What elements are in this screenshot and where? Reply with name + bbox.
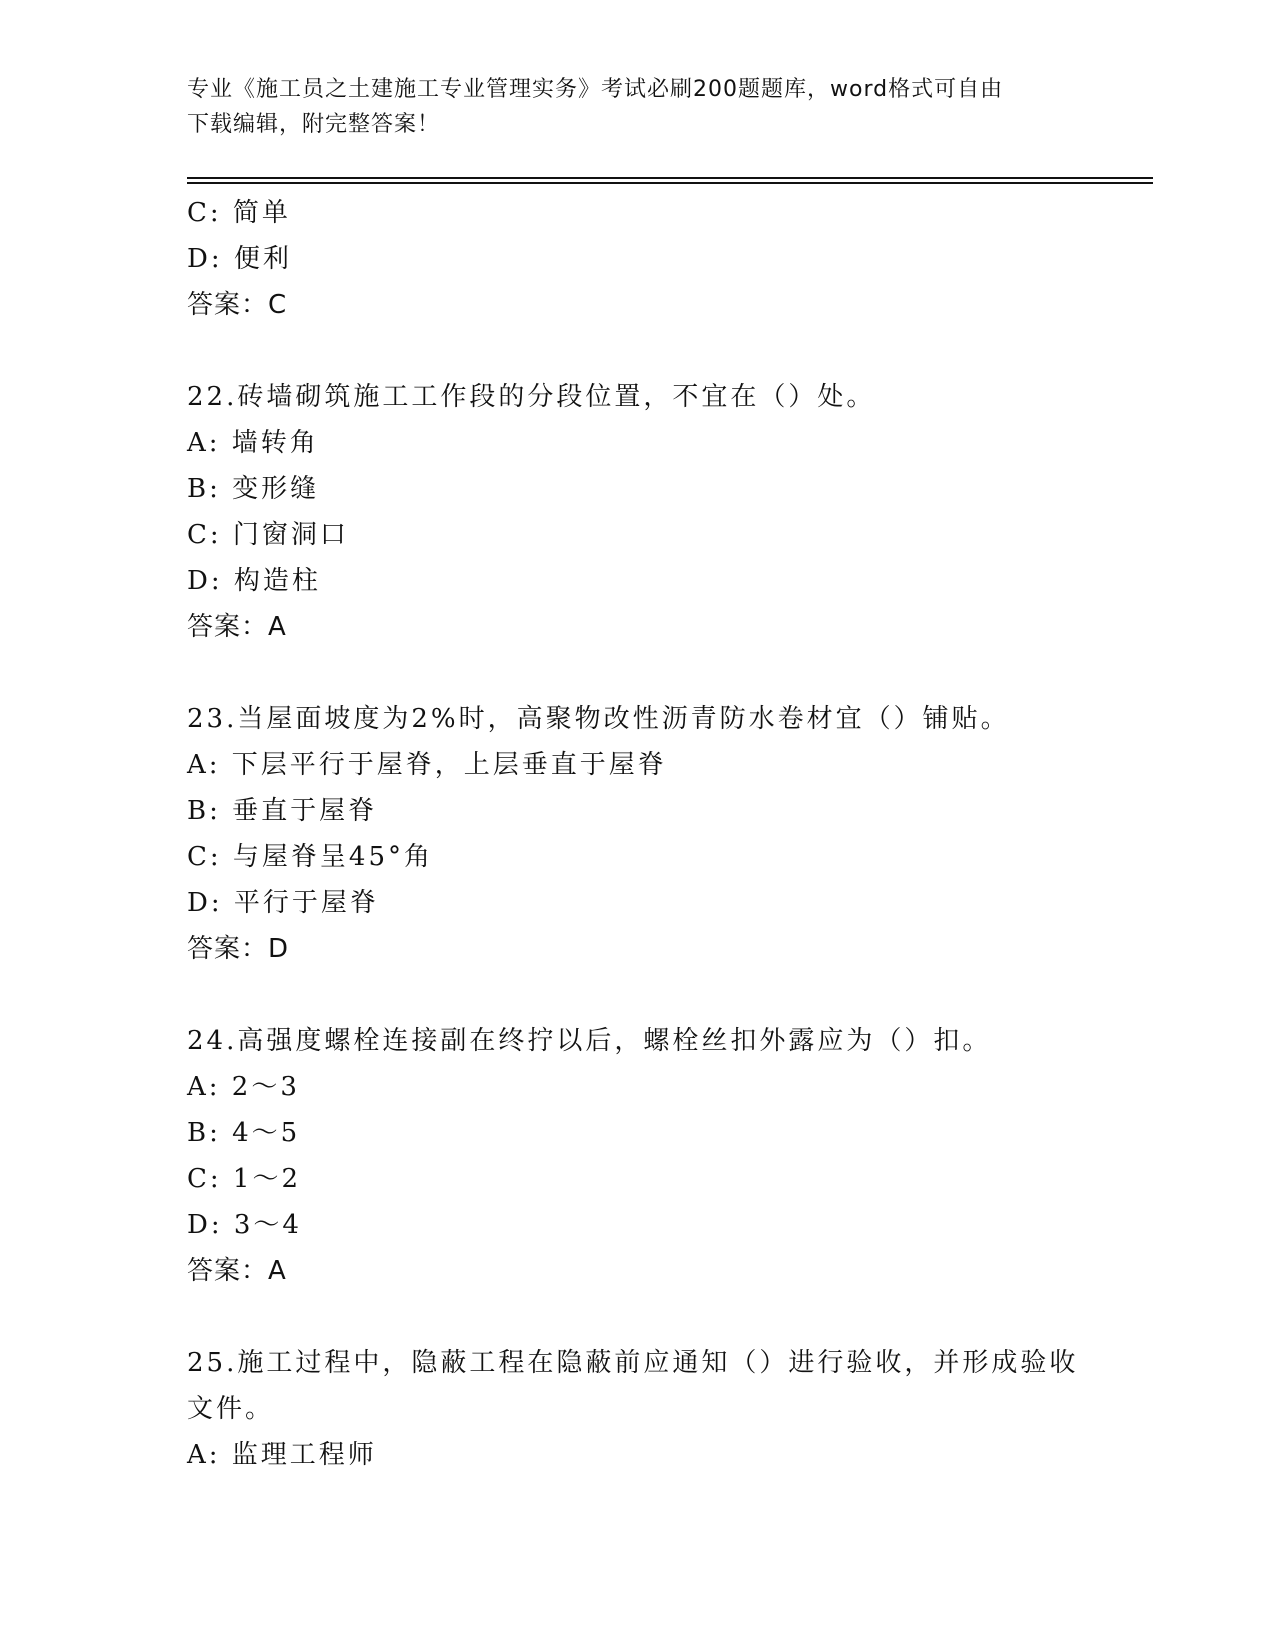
- option-item: C: 门窗洞口: [187, 520, 349, 550]
- option-item: A: 墙转角: [187, 428, 319, 458]
- answer-line: 答案：C: [187, 290, 288, 320]
- question-stem: 22.砖墙砌筑施工工作段的分段位置，不宜在（）处。: [187, 382, 876, 412]
- option-item: B: 4～5: [187, 1118, 301, 1148]
- header-rule-bottom: [187, 182, 1153, 184]
- option-item: D: 构造柱: [187, 566, 321, 596]
- question-stem: 25.施工过程中，隐蔽工程在隐蔽前应通知（）进行验收，并形成验收: [187, 1348, 1079, 1378]
- answer-line: 答案：A: [187, 612, 287, 642]
- document-body: [187, 190, 1087, 1478]
- header-line-2: 下载编辑，附完整答案！: [187, 112, 441, 137]
- header-line-1: 专业《施工员之土建施工专业管理实务》考试必刷200题题库，word格式可自由: [187, 77, 1004, 102]
- header-rule-top: [187, 177, 1153, 179]
- option-item: C: 简单: [187, 198, 291, 228]
- spacer: [187, 1294, 1087, 1340]
- spacer: [187, 328, 1087, 374]
- spacer: [187, 650, 1087, 696]
- option-item: C: 1～2: [187, 1164, 302, 1194]
- option-item: A: 监理工程师: [187, 1440, 377, 1470]
- question-stem-continued: 文件。: [187, 1394, 275, 1424]
- answer-line: 答案：A: [187, 1256, 287, 1286]
- option-item: B: 垂直于屋脊: [187, 796, 378, 826]
- answer-line: 答案：D: [187, 934, 290, 964]
- spacer: [187, 972, 1087, 1018]
- option-item: D: 便利: [187, 244, 292, 274]
- question-stem: 24.高强度螺栓连接副在终拧以后，螺栓丝扣外露应为（）扣。: [187, 1026, 992, 1056]
- option-item: A: 2～3: [187, 1072, 300, 1102]
- option-item: D: 3～4: [187, 1210, 302, 1240]
- question-stem: 23.当屋面坡度为2%时，高聚物改性沥青防水卷材宜（）铺贴。: [187, 704, 1010, 734]
- option-item: B: 变形缝: [187, 474, 320, 504]
- option-item: D: 平行于屋脊: [187, 888, 379, 918]
- option-item: A: 下层平行于屋脊，上层垂直于屋脊: [187, 750, 667, 780]
- document-header: [187, 72, 1087, 142]
- option-item: C: 与屋脊呈45°角: [187, 842, 434, 872]
